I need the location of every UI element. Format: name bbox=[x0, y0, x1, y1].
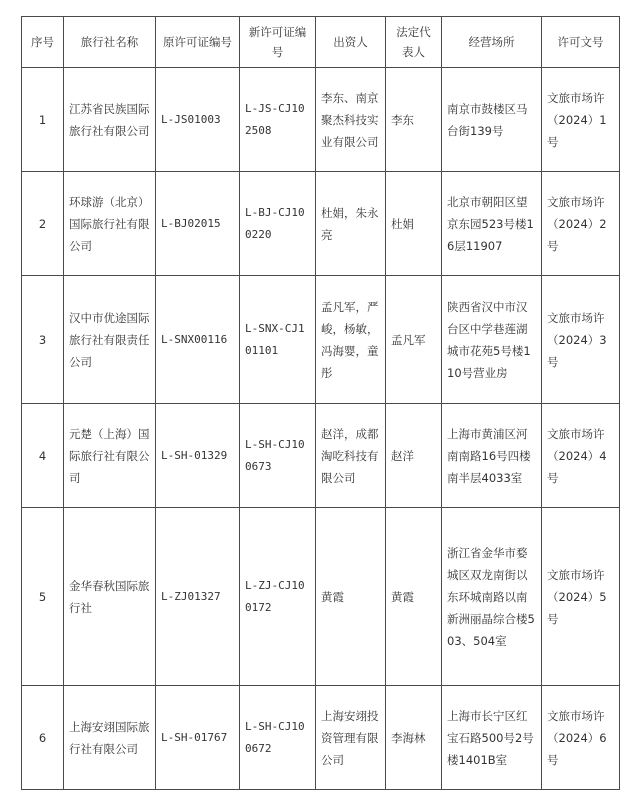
cell-old-license: L-JS01003 bbox=[156, 68, 240, 172]
cell-agency-name: 金华春秋国际旅行社 bbox=[64, 508, 156, 686]
cell-permit-no: 文旅市场许（2024）6号 bbox=[542, 686, 620, 790]
cell-old-license: L-SH-01767 bbox=[156, 686, 240, 790]
cell-legal-rep: 李海林 bbox=[386, 686, 442, 790]
cell-permit-no: 文旅市场许（2024）4号 bbox=[542, 404, 620, 508]
cell-legal-rep: 赵洋 bbox=[386, 404, 442, 508]
cell-legal-rep: 黄霞 bbox=[386, 508, 442, 686]
cell-no: 3 bbox=[22, 276, 64, 404]
cell-no: 6 bbox=[22, 686, 64, 790]
permit-table-container bbox=[21, 16, 620, 790]
cell-old-license: L-SNX00116 bbox=[156, 276, 240, 404]
cell-old-license: L-ZJ01327 bbox=[156, 508, 240, 686]
table-row bbox=[22, 172, 620, 276]
cell-permit-no: 文旅市场许（2024）2号 bbox=[542, 172, 620, 276]
cell-new-license: L-SNX-CJ101101 bbox=[240, 276, 316, 404]
cell-address: 上海市黄浦区河南南路16号四楼南半层4033室 bbox=[442, 404, 542, 508]
cell-address: 北京市朝阳区望京东园523号楼16层11907 bbox=[442, 172, 542, 276]
header-address: 经营场所 bbox=[442, 17, 542, 68]
cell-investor: 孟凡军，严峻，杨敏，冯海婴，童彤 bbox=[316, 276, 386, 404]
cell-investor: 杜娟，朱永亮 bbox=[316, 172, 386, 276]
table-row bbox=[22, 404, 620, 508]
cell-new-license: L-JS-CJ102508 bbox=[240, 68, 316, 172]
header-old-license: 原许可证编号 bbox=[156, 17, 240, 68]
cell-agency-name: 元楚（上海）国际旅行社有限公司 bbox=[64, 404, 156, 508]
header-agency-name: 旅行社名称 bbox=[64, 17, 156, 68]
cell-old-license: L-SH-01329 bbox=[156, 404, 240, 508]
cell-investor: 黄霞 bbox=[316, 508, 386, 686]
table-row bbox=[22, 508, 620, 686]
header-permit-no: 许可文号 bbox=[542, 17, 620, 68]
cell-investor: 赵洋，成都淘吃科技有限公司 bbox=[316, 404, 386, 508]
header-no: 序号 bbox=[22, 17, 64, 68]
cell-no: 1 bbox=[22, 68, 64, 172]
cell-new-license: L-SH-CJ100672 bbox=[240, 686, 316, 790]
cell-legal-rep: 杜娟 bbox=[386, 172, 442, 276]
cell-new-license: L-BJ-CJ100220 bbox=[240, 172, 316, 276]
cell-legal-rep: 孟凡军 bbox=[386, 276, 442, 404]
cell-investor: 李东、南京聚杰科技实业有限公司 bbox=[316, 68, 386, 172]
cell-no: 2 bbox=[22, 172, 64, 276]
cell-investor: 上海安翊投资管理有限公司 bbox=[316, 686, 386, 790]
cell-agency-name: 汉中市优途国际旅行社有限责任公司 bbox=[64, 276, 156, 404]
cell-address: 南京市鼓楼区马台街139号 bbox=[442, 68, 542, 172]
cell-agency-name: 环球游（北京）国际旅行社有限公司 bbox=[64, 172, 156, 276]
cell-no: 4 bbox=[22, 404, 64, 508]
cell-legal-rep: 李东 bbox=[386, 68, 442, 172]
table-header-row bbox=[22, 17, 620, 68]
cell-old-license: L-BJ02015 bbox=[156, 172, 240, 276]
cell-permit-no: 文旅市场许（2024）5号 bbox=[542, 508, 620, 686]
cell-permit-no: 文旅市场许（2024）3号 bbox=[542, 276, 620, 404]
cell-address: 上海市长宁区红宝石路500号2号楼1401B室 bbox=[442, 686, 542, 790]
cell-address: 浙江省金华市婺城区双龙南街以东环城南路以南新洲丽晶综合楼503、504室 bbox=[442, 508, 542, 686]
table-row bbox=[22, 68, 620, 172]
cell-address: 陕西省汉中市汉台区中学巷莲湖城市花苑5号楼110号营业房 bbox=[442, 276, 542, 404]
header-legal-rep: 法定代表人 bbox=[386, 17, 442, 68]
cell-agency-name: 上海安翊国际旅行社有限公司 bbox=[64, 686, 156, 790]
cell-no: 5 bbox=[22, 508, 64, 686]
travel-agency-permit-table bbox=[21, 16, 620, 790]
table-row bbox=[22, 276, 620, 404]
header-new-license: 新许可证编号 bbox=[240, 17, 316, 68]
cell-new-license: L-SH-CJ100673 bbox=[240, 404, 316, 508]
table-row bbox=[22, 686, 620, 790]
header-investor: 出资人 bbox=[316, 17, 386, 68]
cell-new-license: L-ZJ-CJ100172 bbox=[240, 508, 316, 686]
cell-agency-name: 江苏省民族国际旅行社有限公司 bbox=[64, 68, 156, 172]
cell-permit-no: 文旅市场许（2024）1号 bbox=[542, 68, 620, 172]
